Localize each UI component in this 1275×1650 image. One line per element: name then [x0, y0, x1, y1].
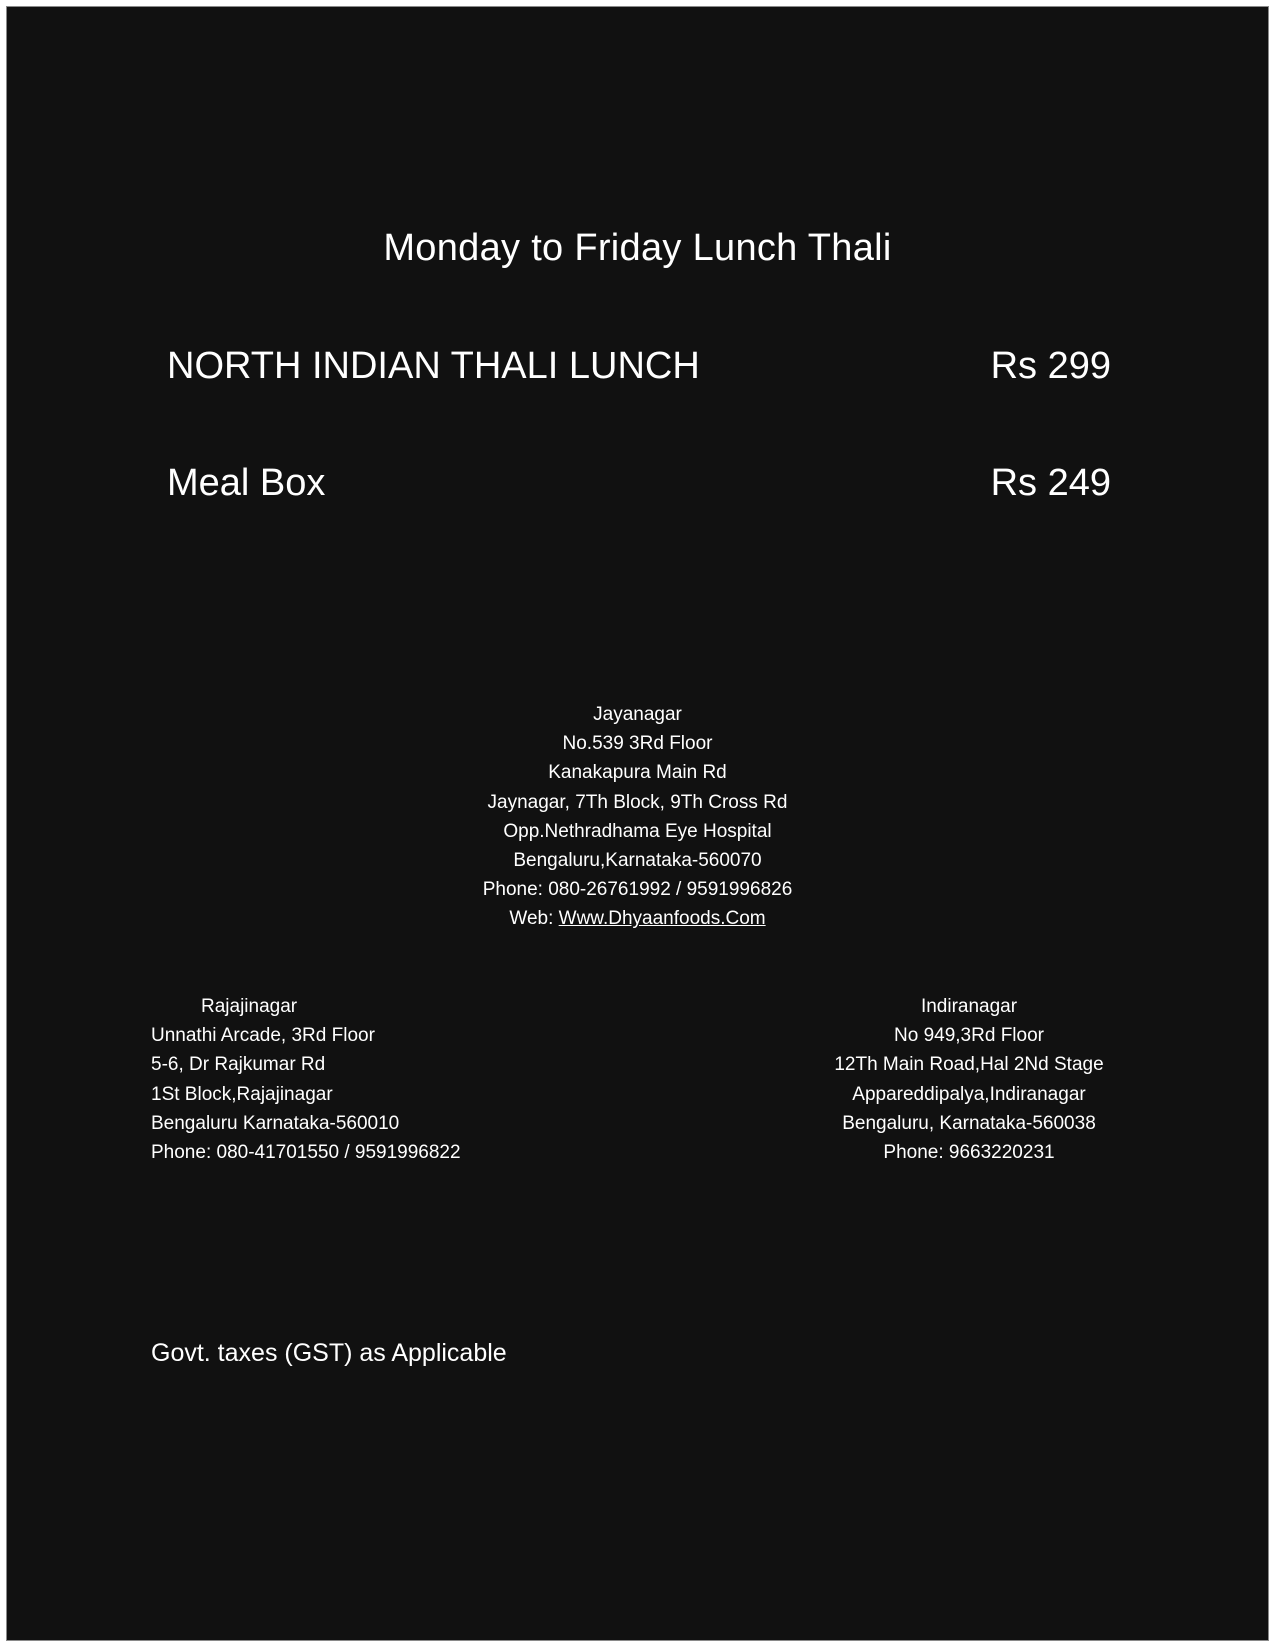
- address-indiranagar: [819, 992, 1119, 1167]
- address-line: No.539 3Rd Floor: [562, 733, 713, 755]
- web-line: [7, 904, 1268, 933]
- address-line: Bengaluru, Karnataka-560038: [842, 1112, 1096, 1134]
- phone-line: Phone: 080-26761992 / 9591996826: [482, 879, 793, 901]
- address-line: Appareddipalya,Indiranagar: [852, 1083, 1086, 1105]
- menu-item-name: NORTH INDIAN THALI LUNCH: [167, 345, 700, 387]
- address-line: Unnathi Arcade, 3Rd Floor: [151, 1025, 375, 1047]
- tax-note: Govt. taxes (GST) as Applicable: [151, 1339, 507, 1367]
- phone-line: Phone: 080-41701550 / 9591996822: [151, 1142, 461, 1164]
- menu-page: [6, 6, 1269, 1641]
- address-line: Bengaluru Karnataka-560010: [151, 1112, 400, 1134]
- address-line: Opp.Nethradhama Eye Hospital: [503, 820, 772, 842]
- menu-item-meal-box: [167, 462, 1111, 510]
- address-jayanagar: [7, 700, 1268, 934]
- menu-item-price: Rs 249: [990, 462, 1111, 504]
- menu-item-name: Meal Box: [167, 462, 326, 504]
- address-line: 12Th Main Road,Hal 2Nd Stage: [834, 1054, 1104, 1076]
- address-rajajinagar: [151, 992, 461, 1167]
- web-label: Web:: [509, 908, 559, 930]
- branch-name: Rajajinagar: [201, 996, 298, 1017]
- website-link[interactable]: Www.Dhyaanfoods.Com: [558, 908, 766, 930]
- menu-item-price: Rs 299: [990, 345, 1111, 387]
- branch-name: Indiranagar: [920, 996, 1018, 1017]
- address-line: No 949,3Rd Floor: [894, 1025, 1044, 1047]
- address-line: Kanakapura Main Rd: [548, 762, 727, 784]
- address-line: 1St Block,Rajajinagar: [151, 1083, 333, 1105]
- branch-name: Jayanagar: [593, 704, 682, 725]
- menu-item-north-indian-thali: [167, 345, 1111, 393]
- page-title: Monday to Friday Lunch Thali: [383, 227, 892, 269]
- address-line: Bengaluru,Karnataka-560070: [513, 850, 762, 872]
- address-line: Jaynagar, 7Th Block, 9Th Cross Rd: [487, 791, 788, 813]
- phone-line: Phone: 9663220231: [883, 1142, 1055, 1164]
- address-line: 5-6, Dr Rajkumar Rd: [151, 1054, 326, 1076]
